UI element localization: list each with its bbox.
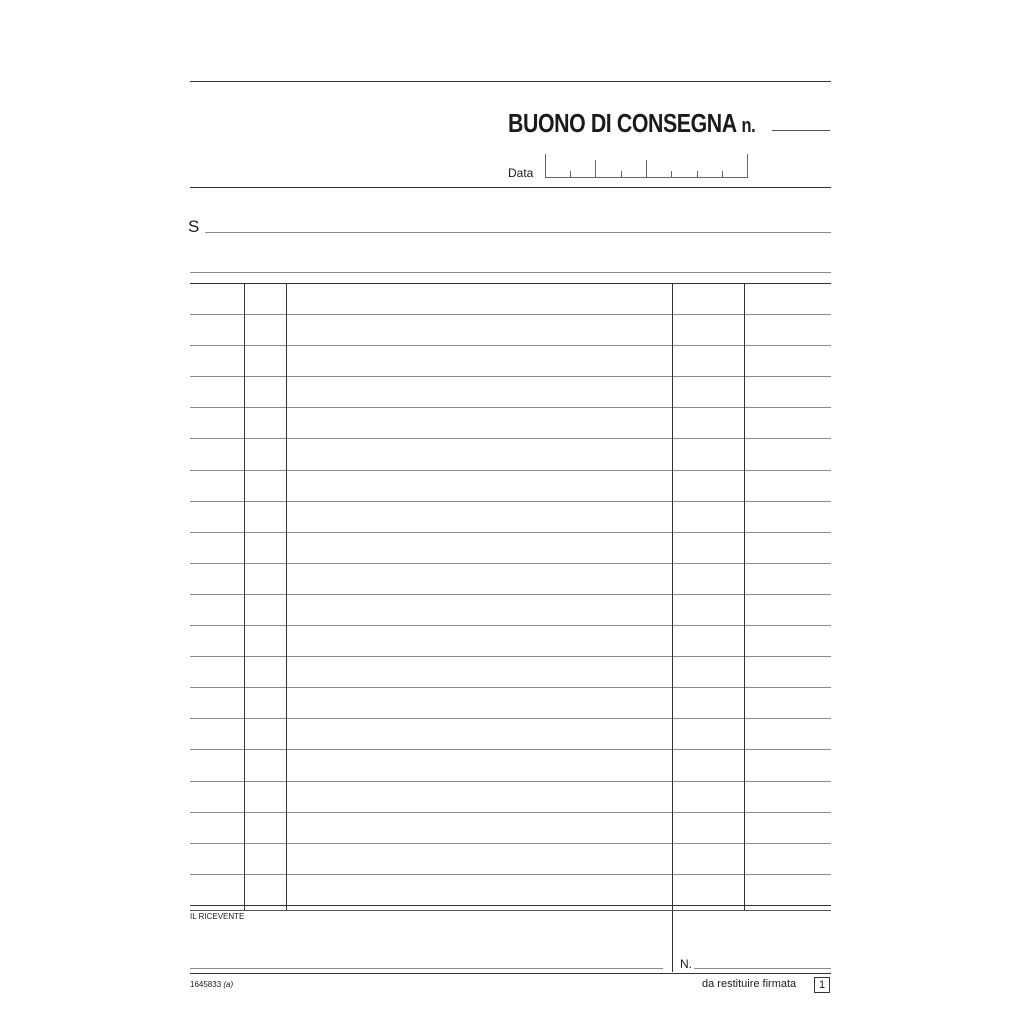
recipient-label: S xyxy=(188,217,200,236)
header-rule xyxy=(190,187,831,188)
form-code-suffix: (a) xyxy=(223,980,234,989)
top-rule xyxy=(190,81,831,82)
document-number-field[interactable] xyxy=(772,130,830,131)
n-field-line[interactable] xyxy=(694,968,831,969)
document-title xyxy=(508,108,755,139)
column-divider-3 xyxy=(672,283,673,910)
recipient-field-line-1[interactable] xyxy=(205,232,831,233)
items-table xyxy=(190,282,831,912)
number-label: n. xyxy=(741,115,756,137)
receiver-label: IL RICEVENTE xyxy=(190,912,245,921)
title-text: BUONO DI CONSEGNA xyxy=(508,108,736,138)
form-code xyxy=(190,980,233,989)
table-footer-rule xyxy=(190,910,831,911)
copy-number-badge: 1 xyxy=(814,977,830,993)
footer-bottom-rule xyxy=(190,973,831,974)
date-field[interactable] xyxy=(545,154,748,178)
column-divider-4 xyxy=(744,283,745,910)
receiver-signature-line[interactable] xyxy=(190,968,663,969)
date-label: Data xyxy=(508,166,534,180)
return-note: da restituire firmata xyxy=(702,978,797,990)
form-code-number: 1645833 xyxy=(190,980,222,989)
footer-divider xyxy=(672,910,673,972)
n-label: N. xyxy=(680,957,692,971)
recipient-field-line-2[interactable] xyxy=(190,272,831,273)
column-divider-2 xyxy=(286,283,287,910)
column-divider-1 xyxy=(244,283,245,910)
